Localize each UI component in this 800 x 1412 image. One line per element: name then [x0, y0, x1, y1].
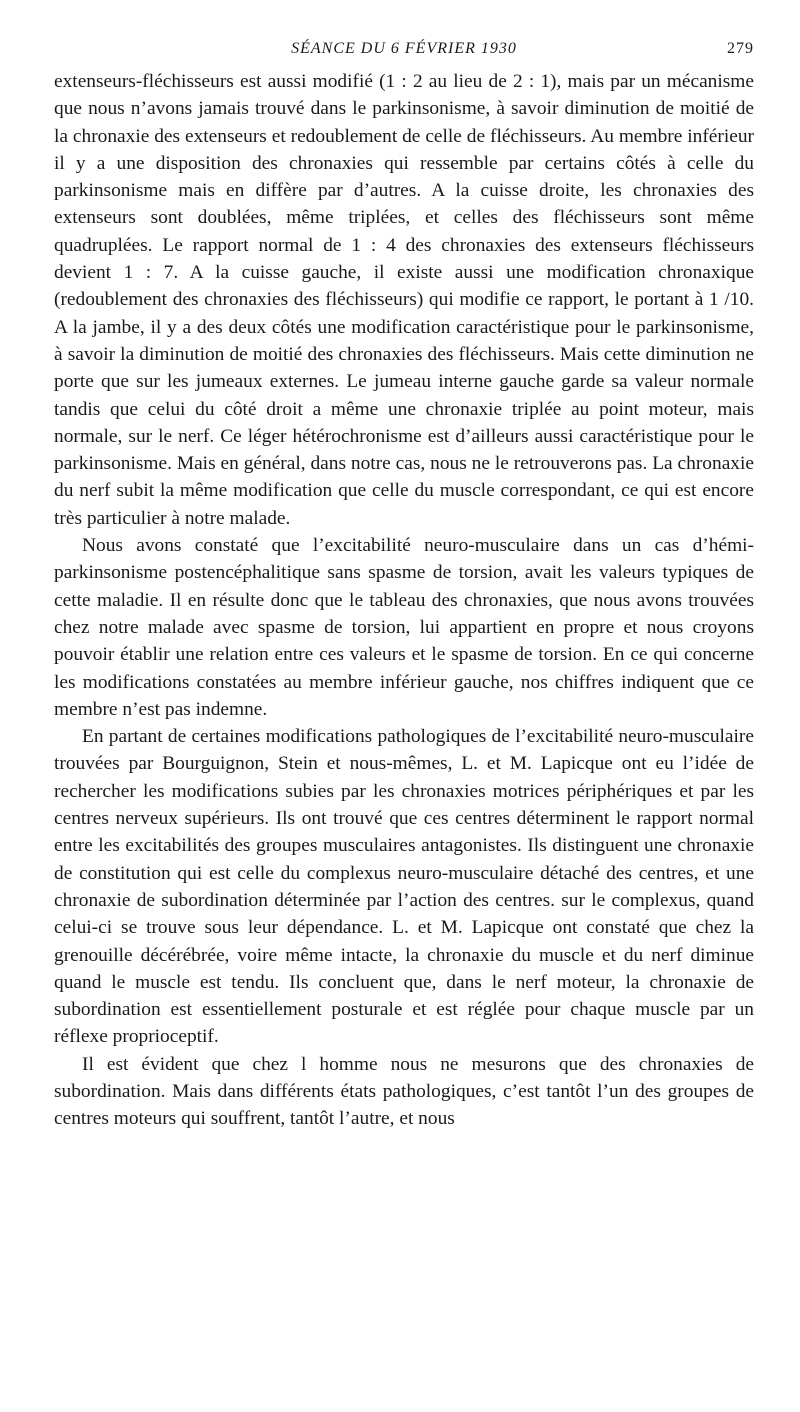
paragraph: En partant de certaines modifications pathologiques de l’excitabilité neuro-musculaire trouvées par Bourguignon, Stein et nous-mêmes, L. et M. Lapicque ont eu l’idée de rechercher les modifications subies par les chronaxies motrices périphériques et par les centres nerveux supérieurs. Ils ont trouvé que ces centres déterminent le rapport normal entre les excitabilités des groupes musculaires antagonistes. Ils distinguent une chronaxie de constitution qui est celle du complexus neuro-musculaire détaché des centres, et une chronaxie de subordination déterminée par l’action des centres. sur le complexus, quand celui-ci se trouve sous leur dépendance. L. et M. Lapicque ont constaté que chez la grenouille décérébrée, voire même intacte, la chronaxie du muscle et du nerf diminue quand le muscle est tendu. Ils concluent que, dans le nerf moteur, la chronaxie de subordination est essentiellement posturale et est réglée pour chaque muscle par un réflexe proprioceptif. — [54, 726, 754, 1048]
body-text — [54, 68, 754, 1133]
page-number: 279 — [727, 40, 754, 57]
running-head — [54, 40, 754, 66]
paragraph: Il est évident que chez l homme nous ne mesurons que des chronaxies de subordination. Mais dans différents états pathologiques, c’est tantôt l’un des groupes de centres moteurs qui souffrent, tantôt l’autre, et nous — [54, 1053, 754, 1130]
paragraph: Nous avons constaté que l’excitabilité neuro-musculaire dans un cas d’hémi-parkinsonisme postencéphalitique sans spasme de torsion, avait les valeurs typiques de cette maladie. Il en résulte donc que le tableau des chronaxies, que nous avons trouvées chez notre malade avec spasme de torsion, lui appartient en propre et nous croyons pouvoir établir une relation entre ces valeurs et le spasme de torsion. En ce qui concerne les modifications constatées au membre inférieur gauche, nos chiffres indiquent que ce membre n’est pas indemne. — [54, 535, 754, 720]
page — [54, 40, 754, 1133]
paragraph-continuation: extenseurs-fléchisseurs est aussi modifié (1 : 2 au lieu de 2 : 1), mais par un mécanisme que nous n’avons jamais trouvé dans le parkinsonisme, à savoir diminution de moitié de la chronaxie des extenseurs et redoublement de celle de fléchisseurs. Au membre inférieur il y a une disposition des chronaxies qui ressemble par certains côtés à celle du parkinsonisme mais en diffère par d’autres. A la cuisse droite, les chronaxies des extenseurs sont doublées, même triplées, et celles des fléchisseurs sont même quadruplées. Le rapport normal de 1 : 4 des chronaxies des extenseurs fléchisseurs devient 1 : 7. A la cuisse gauche, il existe aussi une modification chronaxique (redoublement des chronaxies des fléchisseurs) qui modifie ce rapport, le portant à 1 /10. A la jambe, il y a des deux côtés une modification caractéristique pour le parkinsonisme, à savoir la diminution de moitié des chronaxies des fléchisseurs. Mais cette diminution ne porte que sur les jumeaux externes. Le jumeau interne gauche garde sa valeur normale tandis que celui du côté droit a même une chronaxie triplée au point moteur, mais normale, sur le nerf. Ce léger hétérochronisme est d’ailleurs aussi caractéristique pour le parkinsonisme. Mais en général, dans notre cas, nous ne le retrouverons pas. La chronaxie du nerf subit la même modification que celle du muscle correspondant, ce qui est encore très particulier à notre malade. — [54, 71, 754, 529]
running-title: SÉANCE DU 6 FÉVRIER 1930 — [291, 40, 517, 57]
